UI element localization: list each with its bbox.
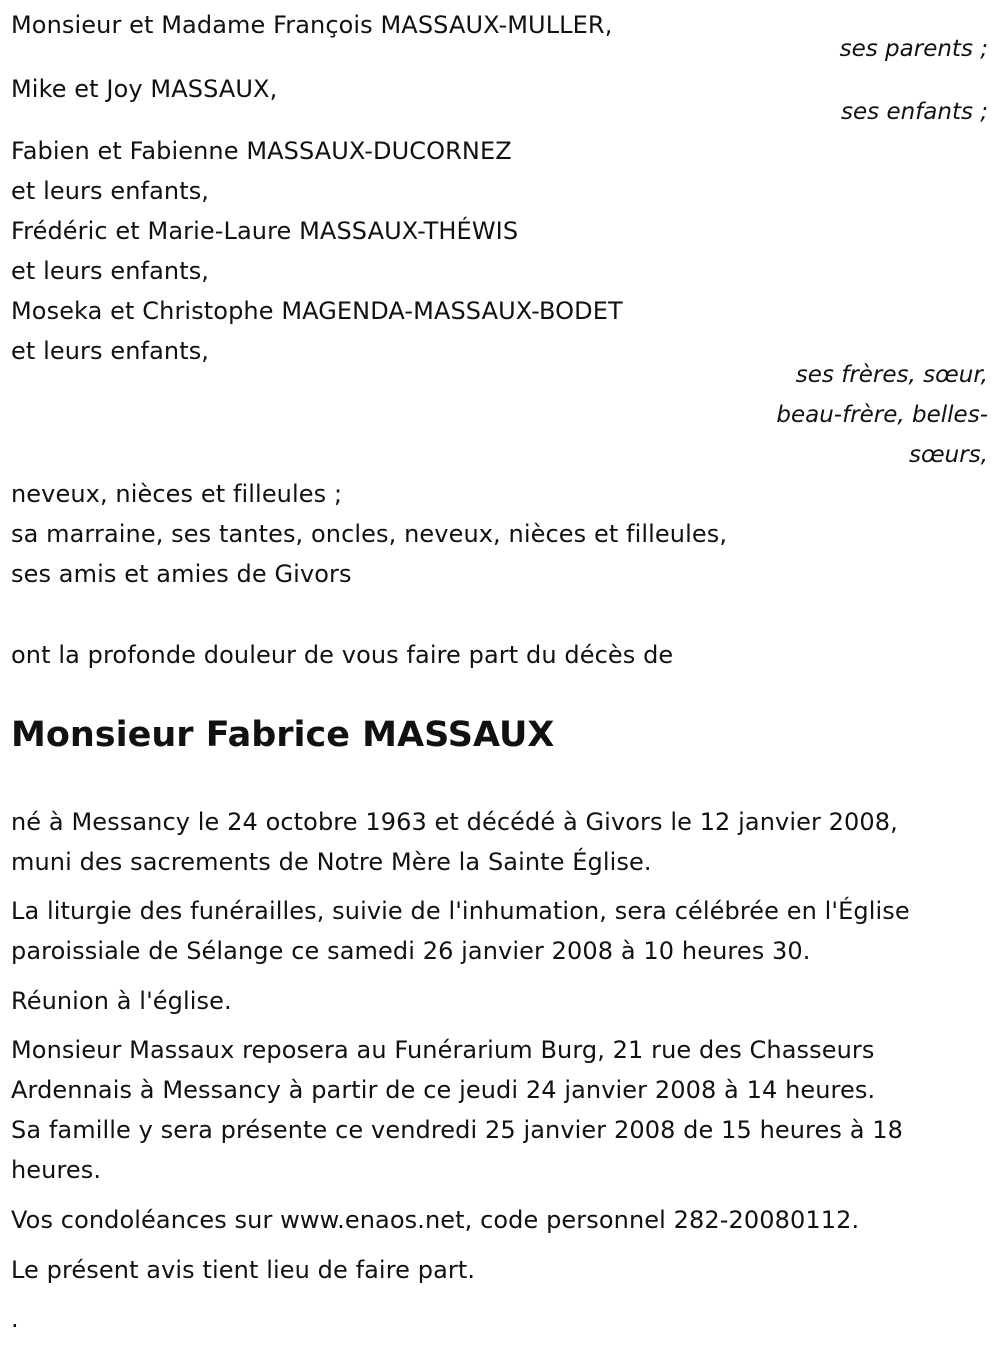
announcement-text: ont la profonde douleur de vous faire part du décès de bbox=[11, 641, 674, 669]
trailing-dot: . bbox=[11, 1305, 19, 1333]
condolences-line: Vos condoléances sur www.enaos.net, code personnel 282-20080112. bbox=[11, 1206, 860, 1234]
siblings-role-line: beau-frère, belles- bbox=[776, 402, 988, 428]
parents-role: ses parents ; bbox=[839, 36, 988, 62]
sibling-line: et leurs enfants, bbox=[11, 257, 210, 285]
siblings-role-line: ses frères, sœur, bbox=[795, 362, 988, 388]
detail-line: paroissiale de Sélange ce samedi 26 janvier 2008 à 10 heures 30. bbox=[11, 937, 811, 965]
sibling-line: Moseka et Christophe MAGENDA-MASSAUX-BODET bbox=[11, 297, 623, 325]
others-line: neveux, nièces et filleules ; bbox=[11, 480, 343, 508]
parents-line: Monsieur et Madame François MASSAUX-MULLER, bbox=[11, 11, 613, 39]
deceased-name: Monsieur Fabrice MASSAUX bbox=[11, 715, 555, 755]
detail-line: né à Messancy le 24 octobre 1963 et décédé à Givors le 12 janvier 2008, bbox=[11, 808, 898, 836]
detail-line: muni des sacrements de Notre Mère la Sainte Église. bbox=[11, 848, 652, 876]
sibling-line: Fabien et Fabienne MASSAUX-DUCORNEZ bbox=[11, 137, 512, 165]
sibling-line: et leurs enfants, bbox=[11, 177, 210, 205]
detail-line: heures. bbox=[11, 1156, 102, 1184]
detail-line: Ardennais à Messancy à partir de ce jeudi 24 janvier 2008 à 14 heures. bbox=[11, 1076, 876, 1104]
siblings-role-line: sœurs, bbox=[909, 442, 988, 468]
detail-line: La liturgie des funérailles, suivie de l'inhumation, sera célébrée en l'Église bbox=[11, 897, 910, 925]
sibling-line: Frédéric et Marie-Laure MASSAUX-THÉWIS bbox=[11, 217, 519, 245]
detail-line: Sa famille y sera présente ce vendredi 25 janvier 2008 de 15 heures à 18 bbox=[11, 1116, 903, 1144]
children-role: ses enfants ; bbox=[841, 99, 988, 125]
detail-line: Monsieur Massaux reposera au Funérarium Burg, 21 rue des Chasseurs bbox=[11, 1036, 875, 1064]
others-line: ses amis et amies de Givors bbox=[11, 560, 352, 588]
notice-line: Le présent avis tient lieu de faire part. bbox=[11, 1256, 476, 1284]
sibling-line: et leurs enfants, bbox=[11, 337, 210, 365]
others-line: sa marraine, ses tantes, oncles, neveux, nièces et filleules, bbox=[11, 520, 728, 548]
detail-line: Réunion à l'église. bbox=[11, 987, 232, 1015]
children-line: Mike et Joy MASSAUX, bbox=[11, 75, 278, 103]
